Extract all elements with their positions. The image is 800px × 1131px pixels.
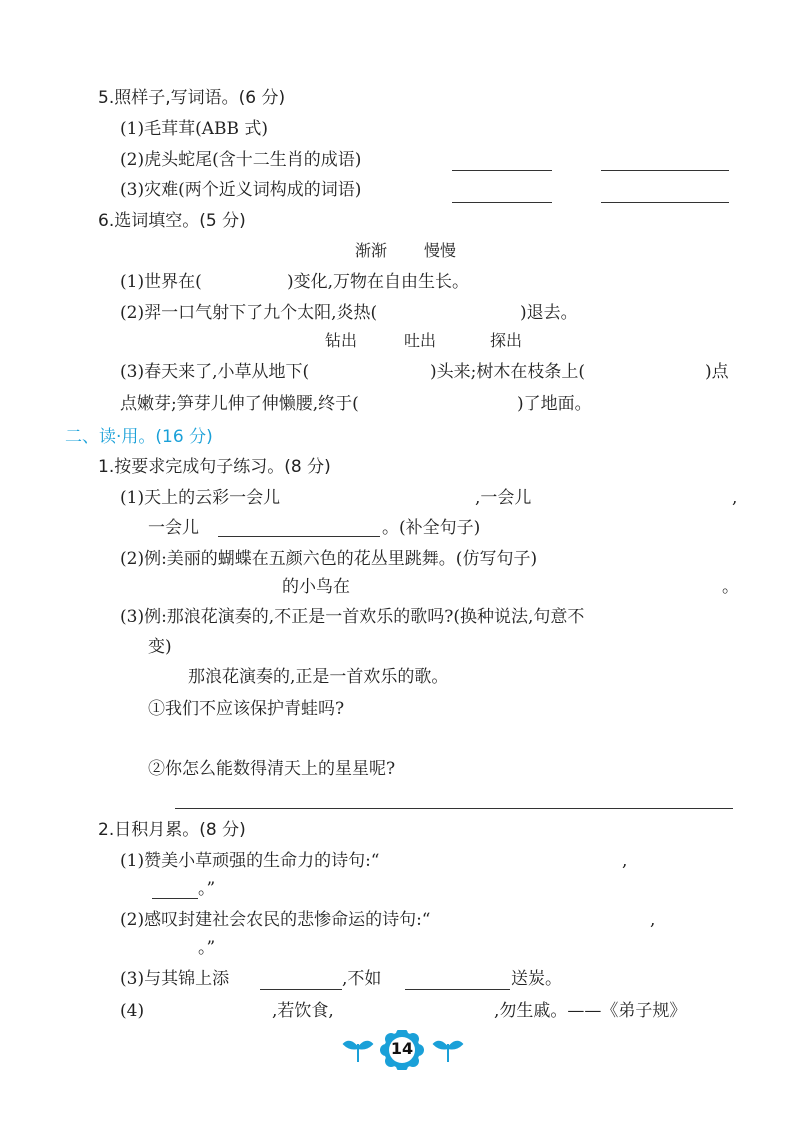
r2-sentence-3c: 送炭。 [511,969,562,989]
r2-sentence-1a: (1)赞美小草顽强的生命力的诗句:“ [120,851,380,871]
r1-sentence-1d: 一会儿 [148,518,199,538]
r1-sentence-3a: (3)例:那浪花演奏的,不正是一首欢乐的歌吗?(换种说法,句意不 [120,607,585,627]
section-heading: 二、读·用。(16 分) [65,427,213,447]
answer-blank[interactable] [452,170,552,171]
page-number: 14 [390,1039,414,1058]
answer-blank[interactable] [175,808,733,809]
q6-sentence-1a: (1)世界在( [120,272,202,292]
answer-blank[interactable] [152,898,198,899]
r2-sentence-1b: , [622,851,628,871]
r1-sentence-1e: 。(补全句子) [382,518,481,538]
word-choice: 吐出 [404,331,437,350]
r1-sentence-2b: 的小鸟在 [282,577,350,597]
r2-sentence-2c: 。” [198,938,216,958]
r2-sentence-2b: , [650,910,656,930]
q5-item-2: (2)虎头蛇尾(含十二生肖的成语) [120,150,362,170]
word-choice: 渐渐 [355,241,388,260]
q5-item-1: (1)毛茸茸(ABB 式) [120,119,269,139]
answer-blank[interactable] [601,202,729,203]
q6-sentence-2a: (2)羿一口气射下了九个太阳,炎热( [120,303,378,323]
answer-blank[interactable] [452,202,552,203]
q6-title: 6.选词填空。(5 分) [98,211,246,231]
r1-sentence-2c: 。 [722,577,739,597]
q6-sentence-3d: 点嫩芽;笋芽儿伸了伸懒腰,终于( [120,394,359,414]
q6-sentence-3b: )头来;树木在枝条上( [430,362,585,382]
answer-blank[interactable] [601,170,729,171]
r1-title: 1.按要求完成句子练习。(8 分) [98,457,331,477]
r2-sentence-4b: ,若饮食, [272,1001,334,1021]
r1-sentence-2a: (2)例:美丽的蝴蝶在五颜六色的花丛里跳舞。(仿写句子) [120,549,538,569]
q6-sentence-3e: )了地面。 [517,394,592,414]
word-choice: 钻出 [325,331,358,350]
r2-sentence-1c: 。” [198,879,216,899]
r2-title: 2.日积月累。(8 分) [98,820,246,840]
word-choice: 探出 [490,331,523,350]
sprout-icon [344,1042,372,1062]
r1-sentence-1a: (1)天上的云彩一会儿 [120,488,281,508]
sprout-icon [434,1042,462,1062]
r2-sentence-2a: (2)感叹封建社会农民的悲惨命运的诗句:“ [120,910,431,930]
q6-sentence-1b: )变化,万物在自由生长。 [287,272,470,292]
answer-blank[interactable] [260,989,342,990]
r1-sentence-1b: ,一会儿 [475,488,532,508]
r1-sentence-3c: 那浪花演奏的,正是一首欢乐的歌。 [188,667,449,687]
r1-sentence-1c: , [732,488,738,508]
r2-sentence-3a: (3)与其锦上添 [120,969,230,989]
q6-sentence-3c: )点 [705,362,729,382]
r2-sentence-3b: ,不如 [342,969,382,989]
r1-sentence-3d: ①我们不应该保护青蛙吗? [148,699,345,719]
r2-sentence-4a: (4) [120,1001,145,1021]
q5-item-3: (3)灾难(两个近义词构成的词语) [120,180,362,200]
q6-sentence-3a: (3)春天来了,小草从地下( [120,362,310,382]
answer-blank[interactable] [218,536,380,537]
q5-title: 5.照样子,写词语。(6 分) [98,88,286,108]
r2-sentence-4c: ,勿生戚。——《弟子规》 [494,1001,687,1021]
answer-blank[interactable] [405,989,510,990]
word-choice: 慢慢 [424,241,457,260]
page-footer [0,1030,800,1070]
q6-sentence-2b: )退去。 [520,303,578,323]
r1-sentence-3e: ②你怎么能数得清天上的星星呢? [148,759,396,779]
r1-sentence-3b: 变) [148,637,172,657]
